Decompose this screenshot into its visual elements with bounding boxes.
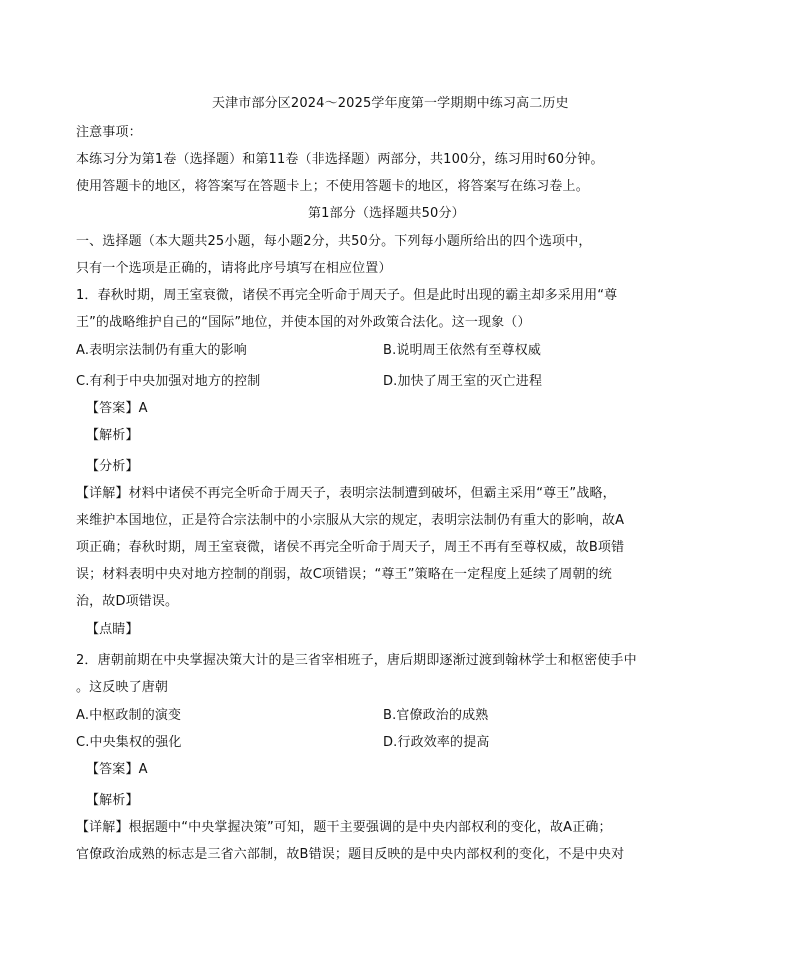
section-instructions-2: 只有一个选项是正确的，请将此序号填写在相应位置） bbox=[76, 261, 392, 276]
q1-option-c: C.有利于中央加强对地方的控制 bbox=[76, 374, 261, 389]
q2-detail-2: 官僚政治成熟的标志是三省六部制，故B错误；题目反映的是中央内部权利的变化，不是中央对 bbox=[76, 847, 625, 862]
q1-detail-2: 来维护本国地位，正是符合宗法制中的小宗服从大宗的规定，表明宗法制仍有重大的影响，故A bbox=[76, 513, 625, 528]
notice-line-2: 使用答题卡的地区，将答案写在答题卡上；不使用答题卡的地区，将答案写在练习卷上。 bbox=[76, 179, 589, 194]
q2-option-b: B.官僚政治的成熟 bbox=[383, 708, 489, 723]
section-instructions-1: 一、选择题（本大题共25小题，每小题2分，共50分。下列每小题所给出的四个选项中， bbox=[76, 234, 592, 249]
q1-analysis-label: 【解析】 bbox=[86, 428, 139, 443]
q1-option-d: D.加快了周王室的灭亡进程 bbox=[383, 374, 543, 389]
notice-line-1: 本练习分为第1卷（选择题）和第11卷（非选择题）两部分，共100分，练习用时60分钟。 bbox=[76, 152, 604, 167]
q1-stem-1: 1．春秋时期，周王室衰微，诸侯不再完全听命于周天子。但是此时出现的霸主却多采用用“尊 bbox=[76, 288, 618, 303]
document-title: 天津市部分区2024～2025学年度第一学期期中练习高二历史 bbox=[212, 96, 569, 111]
q2-answer: 【答案】A bbox=[86, 762, 148, 777]
q1-stem-2: 王”的战略维护自己的“国际”地位，并使本国的对外政策合法化。这一现象（） bbox=[76, 315, 531, 330]
q1-detail-1: 【详解】材料中诸侯不再完全听命于周天子，表明宗法制遭到破坏，但霸主采用“尊王”战略， bbox=[76, 486, 616, 501]
notice-heading: 注意事项： bbox=[76, 125, 142, 140]
q1-dianjing-label: 【点睛】 bbox=[86, 622, 139, 637]
q1-detail-5: 治，故D项错误。 bbox=[76, 594, 179, 609]
q1-fenxi-label: 【分析】 bbox=[86, 459, 139, 474]
q1-detail-3: 项正确；春秋时期，周王室衰微，诸侯不再完全听命于周天子，周王不再有至尊权威，故B项错 bbox=[76, 540, 625, 555]
q2-option-c: C.中央集权的强化 bbox=[76, 735, 182, 750]
q1-answer: 【答案】A bbox=[86, 401, 148, 416]
q1-option-b: B.说明周王依然有至尊权威 bbox=[383, 343, 542, 358]
q2-stem-2: 。这反映了唐朝 bbox=[76, 680, 169, 695]
q2-stem-1: 2．唐朝前期在中央掌握决策大计的是三省宰相班子，唐后期即逐渐过渡到翰林学士和枢密使手中 bbox=[76, 653, 637, 668]
q2-option-a: A.中枢政制的演变 bbox=[76, 708, 182, 723]
part-heading: 第1部分（选择题共50分） bbox=[308, 206, 465, 221]
q2-detail-1: 【详解】根据题中“中央掌握决策”可知，题干主要强调的是中央内部权利的变化，故A正确； bbox=[76, 820, 612, 835]
q2-analysis-label: 【解析】 bbox=[86, 793, 139, 808]
q2-option-d: D.行政效率的提高 bbox=[383, 735, 490, 750]
q1-option-a: A.表明宗法制仍有重大的影响 bbox=[76, 343, 247, 358]
q1-detail-4: 误；材料表明中央对地方控制的削弱，故C项错误；“尊王”策略在一定程度上延续了周朝的统 bbox=[76, 567, 612, 582]
